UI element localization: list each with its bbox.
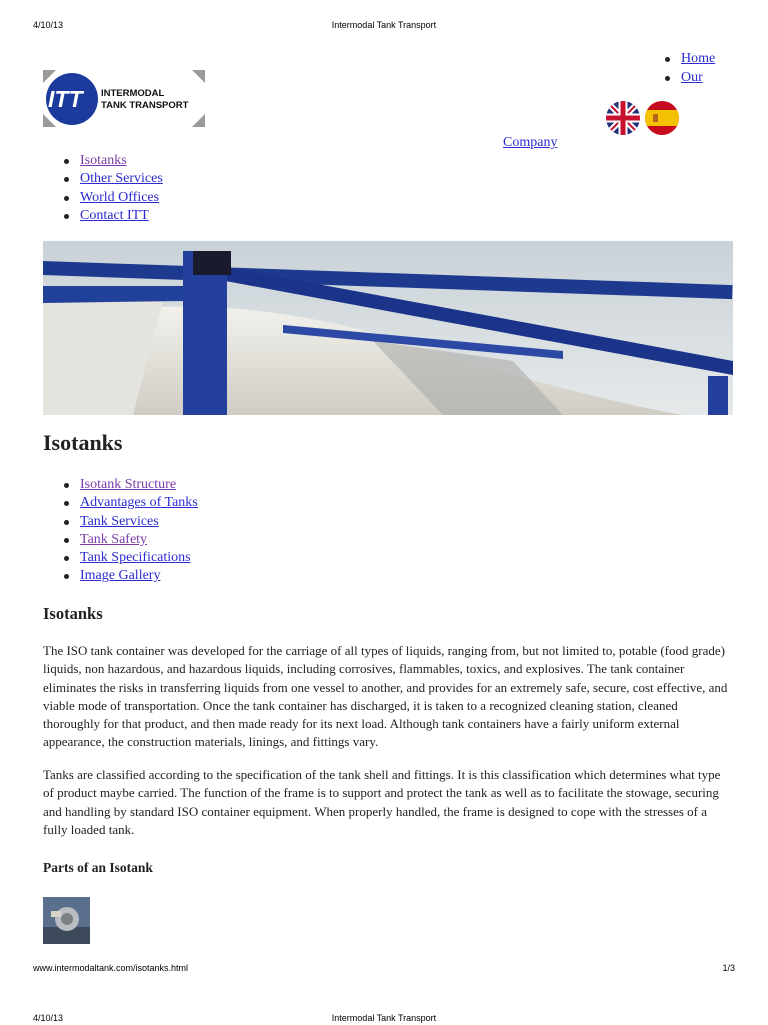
body-paragraph: The ISO tank container was developed for the carriage of all types of liquids, ranging from, but not limited to, potable (food grade) liquids, non hazardous, and hazardous liquids, including corrosives, flammables, toxics, and explosives. The tank container eliminates the risks in transferring liquids from one vessel to another, and provides for an extremely safe, secure, cost effective, and viable mode of transportation. Once the tank container has discharged, it is taken to a recognized cleaning station, cleaned thoroughly for that product, and then made ready for its next load. Although tank containers have a fairly uniform external appearance, the construction materials, linings, and fittings vary.: [43, 643, 728, 750]
print-header: [33, 20, 735, 32]
isotank-part-thumbnail[interactable]: [43, 897, 90, 944]
print-footer: [33, 963, 735, 975]
svg-text:ITT: ITT: [48, 86, 83, 112]
nav-item: [64, 170, 163, 188]
page-url: www.intermodaltank.com/isotanks.html: [33, 963, 189, 973]
subnav-link-gallery[interactable]: Image Gallery: [80, 568, 161, 584]
isotanks-subnav: [64, 476, 198, 586]
subnav-item: [64, 531, 198, 549]
subnav-item: [64, 476, 198, 494]
nav-link-other-services[interactable]: Other Services: [80, 171, 163, 187]
spain-flag-icon[interactable]: [645, 101, 679, 135]
parts-heading: Parts of an Isotank: [43, 860, 153, 875]
subnav-link-safety[interactable]: Tank Safety: [80, 531, 148, 547]
print-title: Intermodal Tank Transport: [331, 1013, 437, 1023]
print-date: 4/10/13: [33, 20, 64, 30]
subnav-link-structure[interactable]: Isotank Structure: [80, 477, 177, 492]
subnav-link-services[interactable]: Tank Services: [80, 513, 159, 529]
top-nav-item: [665, 69, 715, 88]
our-company-link[interactable]: Our: [681, 69, 703, 85]
print-header-next-page: [33, 1013, 735, 1025]
nav-link-isotanks[interactable]: Isotanks: [80, 153, 127, 168]
section-title: Isotanks: [43, 604, 103, 623]
nav-item: [64, 207, 163, 225]
print-title: Intermodal Tank Transport: [331, 20, 437, 30]
subnav-item: [64, 494, 198, 512]
nav-item: [64, 189, 163, 207]
svg-text:TANK TRANSPORT: TANK TRANSPORT: [101, 100, 189, 111]
subnav-link-advantages[interactable]: Advantages of Tanks: [80, 495, 198, 511]
subnav-item: [64, 567, 198, 585]
nav-link-world-offices[interactable]: World Offices: [80, 189, 160, 205]
company-link[interactable]: Company: [503, 135, 558, 150]
subnav-link-specifications[interactable]: Tank Specifications: [80, 550, 191, 566]
main-nav: [64, 152, 163, 225]
uk-flag-icon[interactable]: [606, 101, 640, 135]
page-count: 1/3: [722, 963, 735, 973]
nav-link-contact[interactable]: Contact ITT: [80, 207, 149, 223]
nav-item: [64, 152, 163, 170]
svg-text:INTERMODAL: INTERMODAL: [101, 88, 165, 99]
home-link[interactable]: Home: [681, 51, 716, 66]
subnav-item: [64, 549, 198, 567]
top-nav-item: [665, 50, 715, 69]
print-date: 4/10/13: [33, 1013, 64, 1023]
body-paragraph: Tanks are classified according to the specification of the tank shell and fittings. It is this classification which determines what type of product maybe carried. The function of the frame is to support and protect the tank as well as to facilitate the stowage, securing and handling by standard ISO container equipment. When properly handled, the frame is designed to cope with the stresses of a fully loaded tank.: [43, 767, 721, 837]
hero-image: [43, 241, 733, 415]
itt-logo[interactable]: [43, 70, 205, 127]
top-nav: [665, 50, 715, 87]
page-title: Isotanks: [43, 430, 123, 455]
subnav-item: [64, 513, 198, 531]
